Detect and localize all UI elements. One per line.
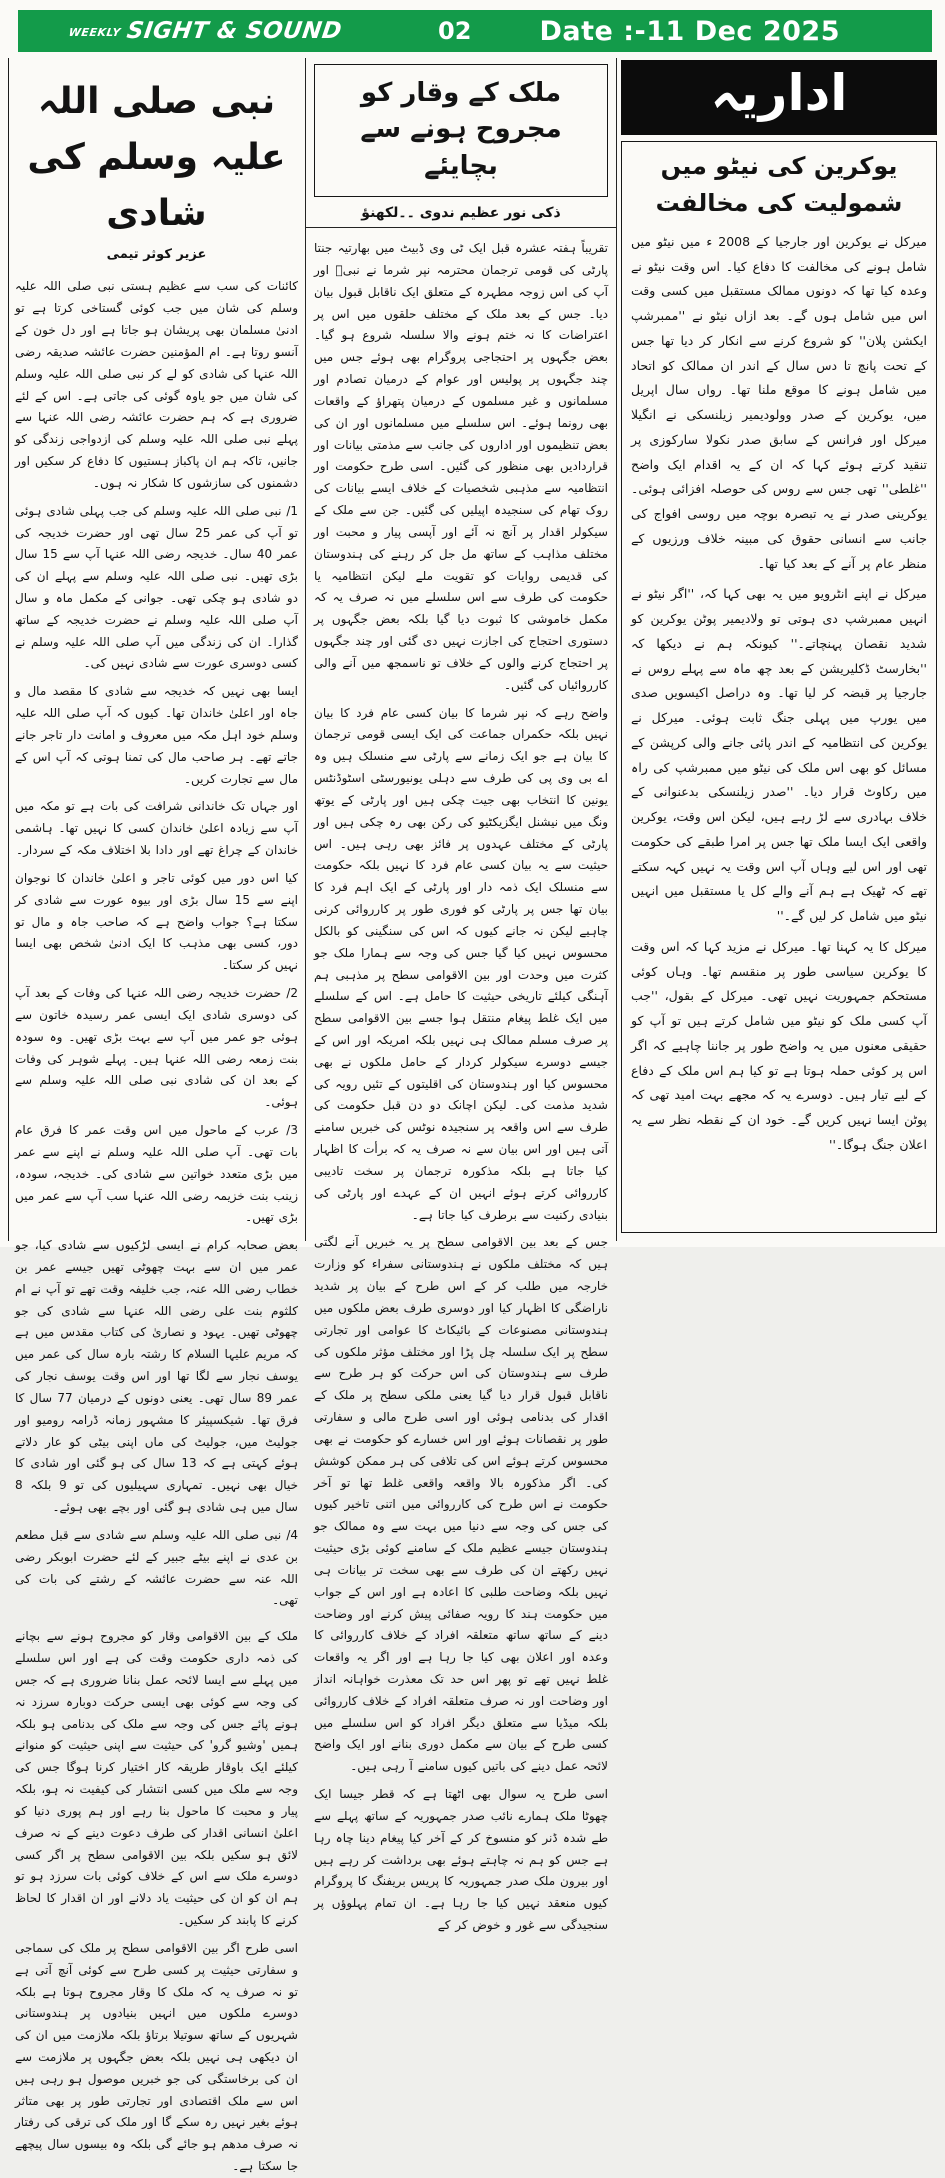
article-paragraph: اسی طرح یہ سوال بھی اٹھتا ہے کہ قطر جیسا ایک چھوٹا ملک ہمارے نائب صدر جمہوریہ کے ساتھ پہلے سے طے شدہ ڈنر کو منسوخ کر کے آخر کیا پیغام دینا چاہ رہا ہے جس کو ہم نہ چاہتے ہوئے بھی برداشت کر رہے ہیں اور بیرون ملک صدر جمہوریہ کا پریس بریفنگ کا پروگرام کیوں منعقد نہیں کیا جا رہا ہے۔ ان تمام پہلوؤں پر سنجیدگی سے غور و خوض کر کے bbox=[314, 1787, 608, 1933]
left-article-byline: عزیر کوثر تیمی bbox=[106, 247, 207, 263]
article-paragraph: میرکل کا یہ کہنا تھا۔ میرکل نے مزید کہا کہ اس وقت کا یوکرین سیاسی طور پر منقسم تھا۔ وہاں کوئی مستحکم جمہوریت نہیں تھی۔ میرکل کے بقول، ''جب آپ کسی ملک کو نیٹو میں شامل کرتے ہیں تو آپ کو حقیقی معنوں میں یہ واضح طور پر جاننا چاہیے کہ اگر اس پر کوئی حملہ ہوتا ہے تو کیا ہم اس ملک کے دفاع کے لیے تیار ہیں۔ دوسرے یہ کہ مجھے بہت امید تھی کہ پوٹن ایسا نہیں کریں گے۔ خود ان کے نقطہ نظر سے یہ اعلان جنگ ہوگا۔'' bbox=[631, 938, 927, 1152]
left-article-headline: نبی صلی اللہ علیہ وسلم کی شادی bbox=[27, 81, 286, 234]
article-paragraph: 2/ حضرت خدیجہ رضی اللہ عنہا کی وفات کے بعد آپ کی دوسری شادی ایک ایسی عمر رسیدہ خاتون سے ہوئی جو عمر میں آپ سے بہت بڑی تھیں۔ وہ سودہ بنت زمعہ رضی اللہ عنہا ہیں۔ پہلے شوہر کی وفات کے بعد ان کی شادی نبی صلی اللہ علیہ وسلم سے ہوئی۔ bbox=[15, 986, 298, 1110]
article-paragraph: میرکل نے یوکرین اور جارجیا کے 2008 ء میں نیٹو میں شامل ہونے کی مخالفت کا دفاع کیا۔ اس وقت نیٹو نے وعدہ کیا تھا کہ دونوں ممالک مستقبل میں کسی وقت اس میں شامل ہوں گے۔ بعد ازاں نیٹو نے ''ممبرشپ ایکشن پلان'' کو شروع کرنے سے انکار کر دیا تھا جس کے تحت پانچ تا دس سال کے اندر ان ممالک کو اتحاد میں شامل ہونے کا موقع ملنا تھا۔ رواں سال اپریل میں، یوکرین کے صدر وولودیمیر زیلنسکی نے انگیلا میرکل اور فرانس کے سابق صدر نکولا سارکوزی پر تنقید کرتے ہوئے کہا کہ ان کے یہ اقدام ایک واضح ''غلطی'' تھی جس سے روس کی حوصلہ افزائی ہوئی۔ یوکرینی صدر نے یہ تبصرہ بوچہ میں روسی افواج کی جانب سے انسانی حقوق کی مبینہ خلاف ورزیوں کے منظر عام پر آنے کے بعد کیا تھا۔ bbox=[631, 233, 928, 571]
masthead bbox=[62, 18, 343, 44]
column-dignity-article bbox=[305, 58, 617, 1933]
editorial-banner: اداریہ bbox=[621, 60, 937, 135]
middle-article-byline: ذکی نور عظیم ندوی ۔۔لکھنؤ bbox=[361, 205, 561, 222]
page-number: 02 bbox=[438, 17, 472, 45]
masthead-brand: SIGHT & SOUND bbox=[125, 18, 344, 44]
article-paragraph: ایسا بھی نہیں کہ خدیجہ سے شادی کا مقصد مال و جاہ اور اعلیٰ خاندان تھا۔ کیوں کہ آپ صلی اللہ علیہ وسلم خود اہل مکہ میں معروف و امانت دار تاجر جانے جاتے تھے۔ ہر صاحب مال کی تمنا ہوتی کہ آپ اس کے مال سے تجارت کریں۔ bbox=[15, 684, 298, 786]
article-paragraph: 1/ نبی صلی اللہ علیہ وسلم کی جب پہلی شادی ہوئی تو آپ کی عمر 25 سال تھی اور حضرت خدیجہ کی عمر 40 سال۔ خدیجہ رضی اللہ عنہا آپ سے 15 سال بڑی تھیں۔ نبی صلی اللہ علیہ وسلم سے پہلے ان کی دو شادی ہو چکی تھی۔ جوانی کے مکمل ماہ و سال آپ صلی اللہ علیہ وسلم نے حضرت خدیجہ کے ساتھ گذارا۔ ان کی زندگی میں آپ صلی اللہ علیہ وسلم نے کسی دوسری عورت سے شادی نہیں کی۔ bbox=[15, 503, 298, 671]
byline-divider bbox=[306, 227, 616, 228]
issue-date: Date :-11 Dec 2025 bbox=[539, 15, 840, 47]
editorial-title: یوکرین کی نیٹو میں شمولیت کی مخالفت bbox=[655, 151, 903, 217]
masthead-weekly-label: WEEKLY bbox=[67, 26, 122, 39]
article-paragraph: 4/ نبی صلی اللہ علیہ وسلم سے شادی سے قبل مطعم بن عدی نے اپنے بیٹے جبیر کے لئے حضرت ابوبکر رضی اللہ عنہ سے حضرت عائشہ کے رشتے کی بات کی تھی۔ bbox=[15, 1527, 298, 1608]
article-paragraph: 3/ عرب کے ماحول میں اس وقت عمر کا فرق عام بات تھی۔ آپ صلی اللہ علیہ وسلم نے اپنے سے عمر میں بڑی متعدد خواتین سے شادی کی۔ خدیجہ، سودہ، زینب بنت خزیمہ رضی اللہ عنہا سب آپ سے عمر میں بڑی تھیں۔ bbox=[15, 1123, 298, 1225]
editorial-box bbox=[621, 141, 937, 1233]
middle-article-body bbox=[314, 238, 608, 1937]
article-paragraph: جس کے بعد بین الاقوامی سطح پر یہ خبریں آنے لگتی ہیں کہ مختلف ملکوں نے ہندوستانی سفراء کو وزارت خارجہ میں طلب کر کے اس طرح کے بیان پر شدید ناراضگی کا اظہار کیا اور دوسری طرف بعض ملکوں میں ہندوستانی مصنوعات کے بائیکاٹ کا عوامی اور تجارتی سطح پر ایک سلسلہ چل پڑا اور مختلف مؤثر ملکوں کی طرف سے ہندوستان کی اس حرکت کو ہر طرح سے ناقابل قبول قرار دیا گیا یعنی ملکی سطح پر ملک کے اقدار کی بدنامی ہوئی اور اسی طرح مالی و سفارتی طور پر نقصانات ہوئے اور اس خسارے کو حکومت نے بھی محسوس کرتے ہوئے اس کی تلافی کی ہر ممکن کوشش کی۔ اگر مذکورہ بالا واقعہ واقعی غلط تھا تو آخر حکومت نے اس طرح کی کارروائی میں اتنی تاخیر کیوں کی جس کی وجہ سے دنیا میں بہت سے وہ ممالک جو ہندوستان جیسے عظیم ملک کے سامنے کوئی بڑی حیثیت نہیں رکھتے ان کی طرف سے بھی سخت تر بیانات ہی نہیں بلکہ وضاحت طلبی کا اعادہ ہے اور اس کے جواب میں حکومت ہند کا رویہ صفائی پیش کرنے اور وضاحت دینے کے ساتھ ساتھ متعلقہ افراد کے خلاف کارروائی کا وعدہ اور اعلان بھی کیا جا رہا ہے اور اگر یہ واقعات غلط نہیں تھے تو پھر اس حد تک معذرت خواہانہ انداز اور وضاحت اور نہ صرف متعلقہ افراد کے خلاف کارروائی بلکہ میڈیا سے متعلق دیگر افراد کو اس سلسلے میں کسی طرح کے بیان سے مکمل دوری بنانے اور ایک واضح لائحہ عمل دینے کی باتیں کیوں سامنے آ رہی ہیں۔ bbox=[314, 1235, 608, 1774]
columns-container bbox=[8, 58, 941, 2174]
column-editorial bbox=[617, 58, 939, 1241]
article-paragraph: تقریباً ہفتہ عشرہ قبل ایک ٹی وی ڈبیٹ میں بھارتیہ جنتا پارٹی کی قومی ترجمان محترمہ نپر شرما نے نبیؐ اور آپ کی اس زوجہ مطہرہ کے متعلق ایک ناقابل قبول بیان دیا۔ جس کے بعد ملک کے مختلف حلقوں میں اس پر اعتراضات کا نہ ختم ہونے والا سلسلہ شروع ہو گیا۔ بعض جگہوں پر احتجاجی پروگرام بھی ہوئے جس میں چند جگہوں پر پولیس اور عوام کے درمیان تصادم اور مسلمانوں و غیر مسلموں کے درمیان پتھراؤ کے واقعات بھی رونما ہوئے۔ اس سلسلے میں مسلمانوں اور ان کی بعض تنظیموں اور اداروں کی جانب سے مذمتی بیانات اور قراردادیں بھی منظور کی گئیں۔ اسی طرح حکومت اور انتظامیہ سے مذہبی شخصیات کے خلاف ایسے بیانات کی روک تھام کی سنجیدہ اپیلیں کی گئیں۔ جن سے ملک کے سیکولر اقدار پر آنچ نہ آئے اور آپسی پیار و محبت اور مختلف مذاہب کے ساتھ مل جل کر رہنے کی ہندوستان کی قدیمی روایات کو تقویت ملے لیکن انتظامیہ یا حکومت کی طرف سے اس سلسلے میں نہ صرف یہ کہ مکمل خاموشی کا ثبوت دیا گیا بلکہ بعض جگہوں پر دستوری احتجاج کی اجازت نہیں دی گئی اور چند جگہوں پر احتجاج کرنے والوں کے خلاف تو ناسمجھ میں آنے والی کارروائیاں کی گئیں۔ bbox=[314, 241, 608, 692]
article-paragraph: کیا اس دور میں کوئی تاجر و اعلیٰ خاندان کا نوجوان اپنے سے 15 سال بڑی اور بیوہ عورت سے شادی کر سکتا ہے؟ جواب واضح ہے کہ صاحب جاہ و مال تو دور، کسی بھی مذہب کا ایک ادنیٰ شخص بھی ایسا نہیں کر سکتا۔ bbox=[15, 870, 298, 973]
article-paragraph: اور جہاں تک خاندانی شرافت کی بات ہے تو مکہ میں آپ سے زیادہ اعلیٰ خاندان کسی کا نہیں تھا۔ ہاشمی خاندان کے چراغ تھے اور دادا بلا اختلاف مکہ کے سردار۔ bbox=[15, 799, 298, 858]
left-article-body bbox=[15, 276, 298, 1612]
masthead-bar bbox=[18, 10, 932, 52]
editorial-body bbox=[631, 230, 927, 1158]
article-paragraph: واضح رہے کہ نپر شرما کا بیان کسی عام فرد کا بیان نہیں بلکہ حکمراں جماعت کی ایک ایسی قومی ترجمان کا بیان ہے جو ایک زمانے سے پارٹی سے منسلک ہیں وہ اے بی وی پی کی طرف سے دہلی یونیورسٹی اسٹوڈنٹس یونین کا انتخاب بھی جیت چکی ہیں اور پارٹی کے یوتھ ونگ میں نیشنل ایگزیکٹیو کی رکن بھی رہ چکی ہیں اور پارٹی کے مختلف عہدوں پر فائز بھی رہی ہیں۔ اس حیثیت سے یہ بیان کسی عام فرد کا نہیں بلکہ حکومت سے منسلک ایک ذمہ دار اور پارٹی کے ایک اہم فرد کا بیان تھا جس پر پارٹی کو فوری طور پر کارروائی کرنی چاہیے لیکن نہ جانے کیوں کہ اس کی سنگینی کو بالکل محسوس نہیں کیا گیا جس کی وجہ سے ہمارا ملک جو کثرت میں وحدت اور بین الاقوامی سطح پر مذہبی ہم آہنگی کیلئے تاریخی حیثیت کا حامل ہے۔ اس کے سلسلے میں ایک غلط پیغام منتقل ہوا جسے بین الاقوامی سطح پر صرف مسلم ممالک ہی نہیں بلکہ امریکہ اور اس کے جیسے دوسرے سیکولر کردار کے حامل ملکوں نے بھی محسوس کیا اور ہندوستان کی اقلیتوں کے تئیں رویہ کی شدید مذمت کی۔ لیکن اچانک دو دن قبل حکومت کی طرف سے اس واقعہ پر سنجیدہ نوٹس کی خبریں سامنے آتی ہیں اور اس بیان سے نہ صرف یہ کہ برأت کا اظہار کیا جاتا ہے بلکہ مذکورہ ترجمان پر سخت تادیبی کارروائی کرتے ہوئے انہیں ان کے عہدے اور پارٹی کی بنیادی رکنیت سے برطرف کیا جاتا ہے۔ bbox=[314, 705, 608, 1222]
article-paragraph: بعض صحابہ کرام نے ایسی لڑکیوں سے شادی کیا، جو عمر میں ان سے بہت چھوٹی تھیں جیسے عمر بن خطاب رضی اللہ عنہ، جب خلیفہ وقت تھے تو آپ نے ام کلثوم بنت علی رضی اللہ عنہا سے شادی کی جو چھوٹی تھیں۔ یہود و نصاریٰ کی کتاب مقدس میں ہے کہ مریم علیہا السلام کا رشتہ بارہ سال کی عمر میں یوسف نجار سے لگا تھا اور اس وقت یوسف نجار کی عمر 89 سال تھی۔ یعنی دونوں کے درمیان 77 سال کا فرق تھا۔ شیکسپیئر کا مشہور زمانہ ڈرامہ رومیو اور جولیٹ میں، جولیٹ کی ماں اپنی بیٹی کو عار دلاتے ہوئے کہتی ہے کہ 13 سال کی ہو گئی اور شادی کا خیال بھی نہیں۔ تمہاری سہیلیوں کی تو 9 بلکہ 8 سال میں ہی شادی ہو گئی اور بچے بھی ہوئے۔ bbox=[15, 1238, 298, 1515]
article-paragraph: میرکل نے اپنے انٹرویو میں یہ بھی کہا کہ، ''اگر نیٹو نے انہیں ممبرشپ دی ہوتی تو ولادیمیر پوٹن یوکرین کو شدید نقصان پہنچاتے۔'' کیونکہ ہم نے دیکھا کہ ''بخارسٹ ڈکلیریشن کے بعد چھ ماہ سے پہلے روس نے جارجیا پر قبضہ کر لیا تھا۔ وہ دراصل اکیسویں صدی میں یورپ میں پہلی جنگ ثابت ہوئی۔ میرکل نے یوکرین کی انتظامیہ کے اندر پائی جانے والی کرپشن کے مسائل کو بھی اس ملک کی نیٹو میں ممبرشپ کی راہ میں رکاوٹ قرار دیا۔ ''صدر زیلنسکی بدعنوانی کے خلاف بہادری سے لڑ رہے ہیں، لیکن اس وقت، یوکرین واقعی ایک ایسا ملک تھا جس پر امرا طبقے کی حکومت تھی اور اس لیے وہاں آپ اس وقت یہ نہیں کہہ سکتے تھے کہ ٹھیک ہے ہم آنے والے کل یا مستقبل میں انہیں نیٹو میں شامل کر لیں گے۔'' bbox=[631, 586, 927, 924]
article-paragraph: ملک کے بین الاقوامی وقار کو مجروح ہونے سے بچانے کی ذمہ داری حکومت وقت کی ہے اور اس سلسلے میں پہلے سے ایسا لائحہ عمل بنانا ضروری ہے کہ جس کی وجہ سے کوئی بھی ایسی حرکت دوبارہ سرزد نہ ہونے پائے جس کی وجہ سے ملک کی بدنامی ہو بلکہ ہمیں 'وشیو گرو' کی حیثیت سے اپنی حیثیت کو منوانے کیلئے ایک باوقار طریقہ کار اختیار کرنا ہوگا جس کی وجہ سے ملک میں کسی انتشار کی کیفیت نہ ہو، بلکہ پیار و محبت کا ماحول بنا رہے اور ہم پوری دنیا کو اعلیٰ انسانی اقدار کی طرف دعوت دینے کے نہ صرف لائق ہو سکیں بلکہ بین الاقوامی سطح پر اگر کسی دوسرے ملک سے اس کے خلاف کوئی بات سرزد ہو تو ہم ان کو ان کی حیثیت یاد دلانے اور ان اقدار کا لحاظ کرنے کا پابند کر سکیں۔ bbox=[15, 1629, 298, 1928]
dignity-article-continuation bbox=[15, 1626, 298, 2178]
article-paragraph: اسی طرح اگر بین الاقوامی سطح پر ملک کی سماجی و سفارتی حیثیت پر کسی طرح سے کوئی آنچ آتی ہے تو نہ صرف یہ کہ ملک کا وقار مجروح ہوتا ہے بلکہ دوسرے ملکوں میں انہیں بنیادوں پر ہندوستانی شہریوں کے ساتھ سوتیلا برتاؤ بلکہ ملازمت میں ان کی ان دیکھی ہی نہیں بلکہ بعض جگہوں پر ملازمت سے ان کی برخاستگی کی جو خبریں موصول ہو رہی ہیں اس سے ملک اقتصادی اور تجارتی طور پر بھی متاثر ہوئے بغیر نہیں رہ سکے گا اور ملک کی ترقی کی رفتار نہ صرف مدھم ہو جائے گی بلکہ وہ بیسوں سال پیچھے جا سکتا ہے۔ bbox=[15, 1940, 298, 2174]
middle-article-headline: ملک کے وقار کو مجروح ہونے سے بچایئے bbox=[314, 64, 608, 197]
column-prophet-marriage-article bbox=[9, 58, 305, 2174]
article-paragraph: کائنات کی سب سے عظیم ہستی نبی صلی اللہ علیہ وسلم کی شان میں جب کوئی گستاخی کرتا ہے تو ادنیٰ مسلمان بھی پریشان ہو جاتا ہے اور دل خون کے آنسو روتا ہے۔ ام المؤمنین حضرت عائشہ صدیقہ رضی اللہ عنہا کی شادی کو لے کر نبی صلی اللہ علیہ وسلم کی شان میں جو یاوہ گوئی کی جاتی ہے۔ اس کے لئے ضروری ہے کہ ہم حضرت عائشہ رضی اللہ عنہا سے پہلے نبی صلی اللہ علیہ وسلم کی ازدواجی زندگی کو جانیں، تاکہ ہم ان پاکباز ہستیوں کا دفاع کر سکیں اور دشمنوں کی سازشوں کا شکار نہ ہوں۔ bbox=[15, 279, 298, 490]
